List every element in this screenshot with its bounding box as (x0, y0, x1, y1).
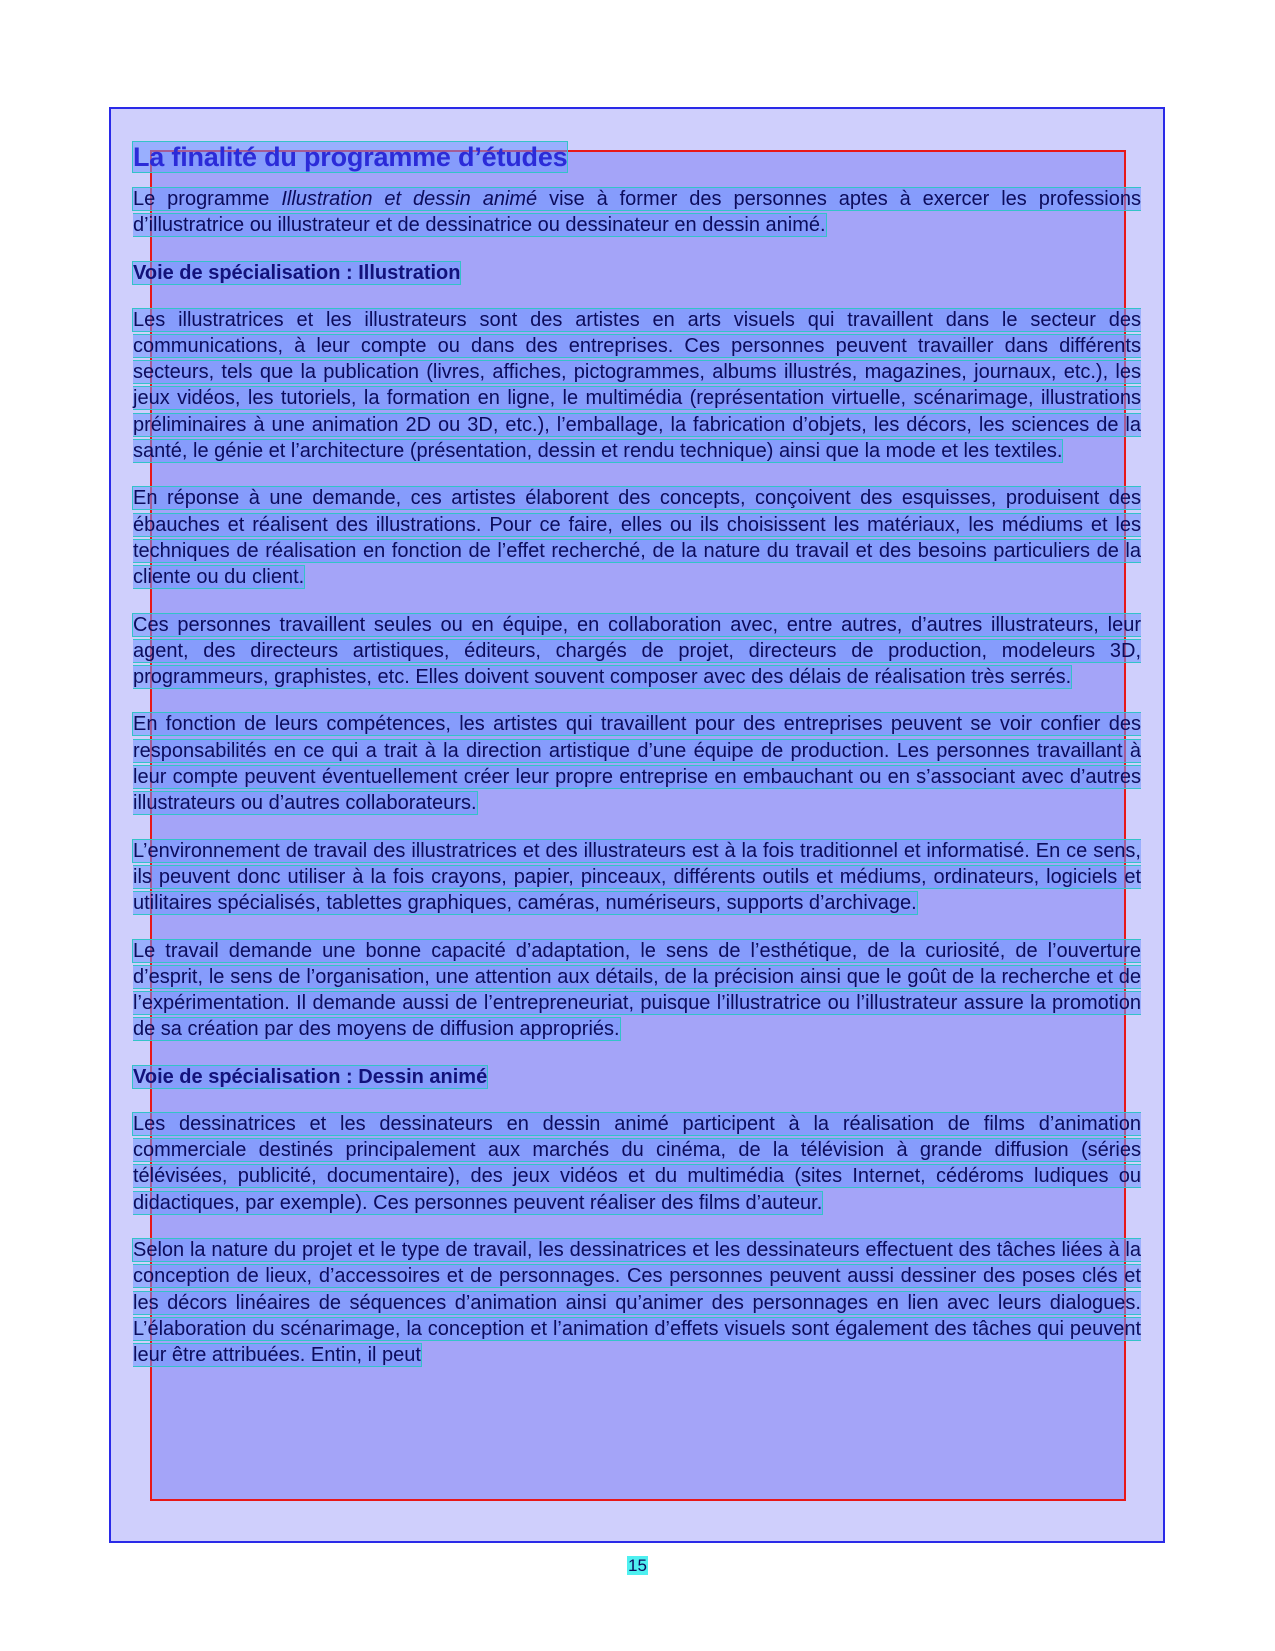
paragraph (133, 612, 1141, 691)
intro-after: vise à former des personnes aptes à exercer les professions d’illustratrice ou illustrateur et de dessinatrice ou dessinateur en dessin animé. (133, 188, 1141, 237)
paragraph (133, 938, 1141, 1043)
intro-paragraph (133, 186, 1141, 239)
paragraph-text: Les dessinatrices et les dessinateurs en dessin animé participent à la réalisation de films d’animation commerciale destinés principalement aux marchés du cinéma, de la télévision à grande diffusion (séries télévisées, publicité, documentaire), des jeux vidéos et du multimédia (sites Internet, cédéroms ludiques ou didactiques, par exemple). Ces personnes peuvent réaliser des films d’auteur. (133, 1112, 1141, 1214)
paragraph (133, 838, 1141, 917)
section-heading-text: Voie de spécialisation : Illustration (133, 261, 461, 284)
section-heading-dessin-anime (133, 1064, 1141, 1090)
paragraph-text: L’environnement de travail des illustratrices et des illustrateurs est à la fois traditionnel et informatisé. En ce sens, ils peuvent donc utiliser à la fois crayons, papier, pinceaux, différents outils et médiums, ordinateurs, logiciels et utilitaires spécialisés, tablettes graphiques, caméras, numériseurs, supports d’archivage. (133, 839, 1141, 915)
page-number-text: 15 (628, 1556, 647, 1575)
paragraph (133, 1237, 1141, 1368)
intro-text (133, 188, 1141, 236)
paragraph-text: Le travail demande une bonne capacité d’adaptation, le sens de l’esthétique, de la curiosité, de l’ouverture d’esprit, le sens de l’organisation, une attention aux détails, de la précision ainsi que le goût de la recherche et de l’expérimentation. Il demande aussi de l’entrepreneuriat, puisque l’illustratrice ou l’illustrateur assure la promotion de sa création par des moyens de diffusion appropriés. (133, 939, 1141, 1041)
paragraph-text: En réponse à une demande, ces artistes élaborent des concepts, conçoivent des esquisses, produisent des ébauches et réalisent des illustrations. Pour ce faire, elles ou ils choisissent les matériaux, les médiums et les techniques de réalisation en fonction de l’effet recherché, de la nature du travail et des besoins particuliers de la cliente ou du client. (133, 487, 1141, 589)
page-title-text: La finalité du programme d’études (133, 142, 568, 172)
intro-before: Le programme (133, 188, 282, 210)
paragraph (133, 1111, 1141, 1216)
section-heading-illustration (133, 260, 1141, 286)
program-name: Illustration et dessin animé (281, 188, 538, 210)
paragraph-text: Selon la nature du projet et le type de travail, les dessinatrices et les dessinateurs effectuent des tâches liées à la conception de lieux, d’accessoires et de personnages. Ces personnes peuvent aussi dessiner des poses clés et les décors linéaires de séquences d’animation ainsi qu’animer des personnages en lien avec leurs dialogues. L’élaboration du scénarimage, la conception et l’animation d’effets visuels sont également des tâches qui peuvent leur être attribuées. Entin, il peut (133, 1238, 1141, 1367)
document-body (133, 142, 1141, 1389)
page-title (133, 142, 1141, 172)
paragraph (133, 711, 1141, 816)
page-number (0, 1556, 1275, 1576)
paragraph-text: Les illustratrices et les illustrateurs sont des artistes en arts visuels qui travaillent dans le secteur des communications, à leur compte ou dans des entreprises. Ces personnes peuvent travailler dans différents secteurs, tels que la publication (livres, affiches, pictogrammes, albums illustrés, magazines, journaux, etc.), les jeux vidéos, les tutoriels, la formation en ligne, le multimédia (représentation virtuelle, scénarimage, illustrations préliminaires à une animation 2D ou 3D, etc.), l’emballage, la fabrication d’objets, les décors, les sciences de la santé, le génie et l’architecture (présentation, dessin et rendu technique) ainsi que la mode et les textiles. (133, 308, 1141, 463)
paragraph-text: Ces personnes travaillent seules ou en équipe, en collaboration avec, entre autres, d’autres illustrateurs, leur agent, des directeurs artistiques, éditeurs, chargés de projet, directeurs de production, modeleurs 3D, programmeurs, graphistes, etc. Elles doivent souvent composer avec des délais de réalisation très serrés. (133, 613, 1141, 689)
paragraph (133, 485, 1141, 590)
paragraph (133, 307, 1141, 465)
section-heading-text: Voie de spécialisation : Dessin animé (133, 1065, 488, 1088)
paragraph-text: En fonction de leurs compétences, les artistes qui travaillent pour des entreprises peuvent se voir confier des responsabilités en ce qui a trait à la direction artistique d’une équipe de production. Les personnes travaillant à leur compte peuvent éventuellement créer leur propre entreprise en embauchant ou en s’associant avec d’autres illustrateurs ou d’autres collaborateurs. (133, 713, 1141, 815)
